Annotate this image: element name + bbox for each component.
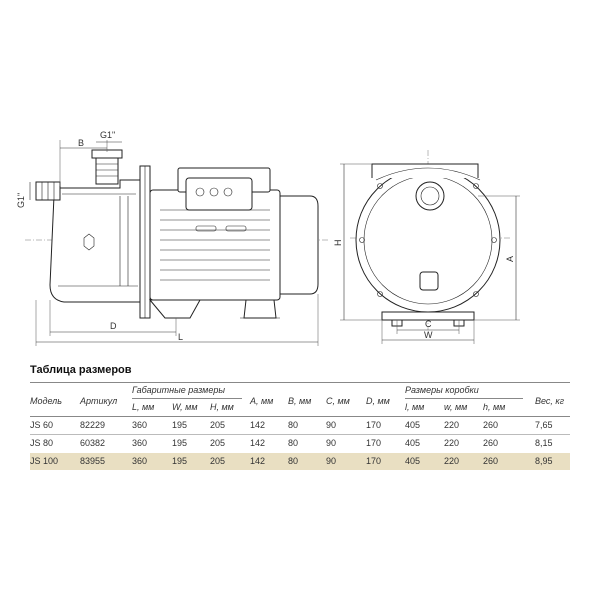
cell-box-l: 405 <box>405 438 421 448</box>
dim-label-w: W <box>424 330 433 340</box>
cell-d: 170 <box>366 438 382 448</box>
header-w: W, мм <box>172 402 198 412</box>
dim-label-d: D <box>110 321 117 331</box>
dim-label-h: H <box>333 239 343 246</box>
cell-c: 90 <box>326 438 337 448</box>
header-weight: Вес, кг <box>535 396 565 406</box>
cell-c: 90 <box>326 456 337 466</box>
header-bottom-rule <box>30 416 570 417</box>
header-article: Артикул <box>80 396 118 406</box>
cell-model: JS 80 <box>30 438 54 448</box>
cell-l: 360 <box>132 456 148 466</box>
pump-side-view <box>25 150 330 318</box>
cell-b: 80 <box>288 420 299 430</box>
cell-b: 80 <box>288 438 299 448</box>
header-h: H, мм <box>210 402 234 412</box>
header-box-l: l, мм <box>405 402 425 412</box>
cell-box-l: 405 <box>405 420 421 430</box>
cell-a: 142 <box>250 420 266 430</box>
cell-c: 90 <box>326 420 337 430</box>
cell-a: 142 <box>250 438 266 448</box>
dim-label-c: C <box>425 319 432 329</box>
cell-box-h: 260 <box>483 420 499 430</box>
group-header-overall: Габаритные размеры <box>132 385 225 395</box>
header-d: D, мм <box>366 396 390 406</box>
cell-a: 142 <box>250 456 266 466</box>
dim-label-g1-top: G1" <box>100 130 116 140</box>
table-top-rule <box>30 382 570 383</box>
cell-d: 170 <box>366 456 382 466</box>
dim-label-g1-side: G1" <box>16 192 26 208</box>
cell-weight: 8,95 <box>535 456 553 466</box>
table-title: Таблица размеров <box>30 364 132 376</box>
cell-weight: 8,15 <box>535 438 553 448</box>
cell-box-w: 220 <box>444 456 460 466</box>
header-model: Модель <box>30 396 62 406</box>
dim-label-a: A <box>505 255 515 262</box>
cell-b: 80 <box>288 456 299 466</box>
group-box-underline <box>405 398 523 399</box>
cell-w: 195 <box>172 456 188 466</box>
cell-model: JS 100 <box>30 456 59 466</box>
cell-h: 205 <box>210 456 226 466</box>
cell-weight: 7,65 <box>535 420 553 430</box>
cell-article: 82229 <box>80 420 106 430</box>
cell-d: 170 <box>366 420 382 430</box>
header-b: B, мм <box>288 396 312 406</box>
dimensions-table <box>30 382 570 474</box>
cell-l: 360 <box>132 420 148 430</box>
cell-h: 205 <box>210 438 226 448</box>
cell-box-l: 405 <box>405 456 421 466</box>
header-box-w: w, мм <box>444 402 468 412</box>
header-a: A, мм <box>250 396 274 406</box>
group-overall-underline <box>132 398 242 399</box>
cell-h: 205 <box>210 420 226 430</box>
cell-article: 60382 <box>80 438 106 448</box>
dim-label-l: L <box>178 332 184 342</box>
dim-label-b: B <box>78 138 85 148</box>
cell-box-w: 220 <box>444 420 460 430</box>
cell-article: 83955 <box>80 456 106 466</box>
cell-w: 195 <box>172 420 188 430</box>
header-c: C, мм <box>326 396 350 406</box>
cell-box-h: 260 <box>483 456 499 466</box>
header-box-h: h, мм <box>483 402 506 412</box>
pump-front-view <box>350 150 510 330</box>
cell-model: JS 60 <box>30 420 54 430</box>
group-header-box: Размеры коробки <box>405 385 479 395</box>
header-l: L, мм <box>132 402 155 412</box>
cell-w: 195 <box>172 438 188 448</box>
row-divider <box>30 434 570 435</box>
cell-box-w: 220 <box>444 438 460 448</box>
cell-box-h: 260 <box>483 438 499 448</box>
cell-l: 360 <box>132 438 148 448</box>
